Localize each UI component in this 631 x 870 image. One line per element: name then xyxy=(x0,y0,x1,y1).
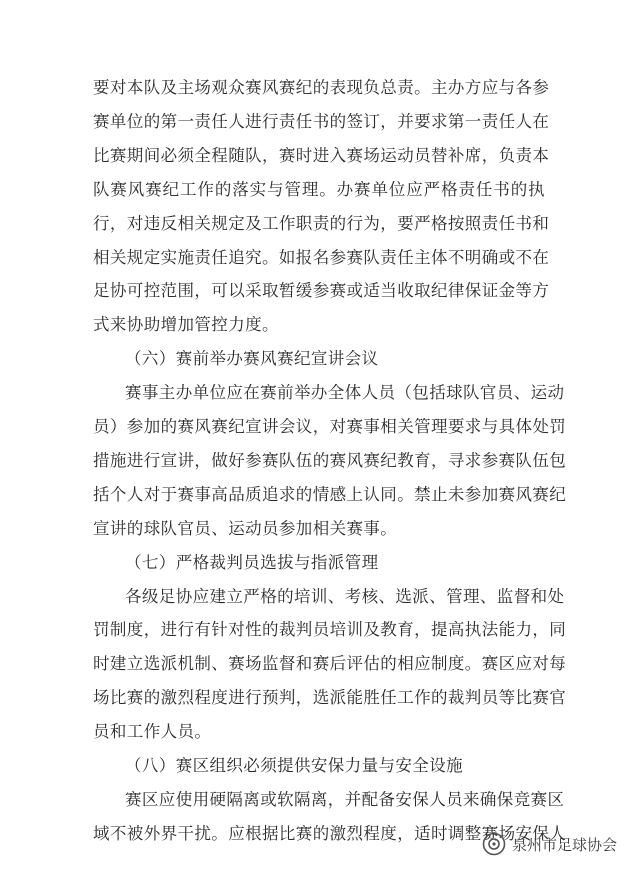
watermark xyxy=(482,832,617,856)
section-heading: （六）赛前举办赛风赛纪宣讲会议 xyxy=(125,349,379,369)
line: 宣讲的球队官员、运动员参加相关赛事。 xyxy=(93,518,398,538)
line: 场比赛的激烈程度进行预判，选派能胜任工作的裁判员等比赛官 xyxy=(93,688,567,708)
line: 行，对违反相关规定及工作职责的行为，要严格按照责任书和 xyxy=(93,213,550,233)
section-heading: （七）严格裁判员选拔与指派管理 xyxy=(125,552,379,572)
line: 队赛风赛纪工作的落实与管理。办赛单位应严格责任书的执 xyxy=(93,179,545,199)
line: 域不被外界干扰。应根据比赛的激烈程度，适时调整赛场安保人 xyxy=(93,823,567,843)
line: 式来协助增加管控力度。 xyxy=(93,315,279,335)
line: 赛区应使用硬隔离或软隔离，并配备安保人员来确保竞赛区 xyxy=(125,789,565,809)
line: 要对本队及主场观众赛风赛纪的表现负总责。主办方应与各参 xyxy=(93,78,550,97)
line: 括个人对于赛事高品质追求的情感上认同。禁止未参加赛风赛纪 xyxy=(93,484,567,504)
line: 比赛期间必须全程随队，赛时进入赛场运动员替补席，负责本 xyxy=(93,145,550,165)
line: 赛单位的第一责任人进行责任书的签订，并要求第一责任人在 xyxy=(93,111,550,131)
line: 员）参加的赛风赛纪宣讲会议，对赛事相关管理要求与具体处罚 xyxy=(93,417,567,436)
line: 相关规定实施责任追究。如报名参赛队责任主体不明确或不在 xyxy=(93,247,550,267)
line: 罚制度，进行有针对性的裁判员培训及教育，提高执法能力，同 xyxy=(93,620,567,640)
line: 赛事主办单位应在赛前举办全体人员（包括球队官员、运动 xyxy=(125,383,565,403)
wechat-account-icon xyxy=(482,832,506,856)
line: 员和工作人员。 xyxy=(93,722,212,742)
section-heading: （八）赛区组织必须提供安保力量与安全设施 xyxy=(125,756,463,775)
line: 时建立选派机制、赛场监督和赛后评估的相应制度。赛区应对每 xyxy=(93,654,567,674)
line: 措施进行宣讲，做好参赛队伍的赛风赛纪教育，寻求参赛队伍包 xyxy=(93,450,567,470)
line: 足协可控范围，可以采取暂缓参赛或适当收取纪律保证金等方 xyxy=(93,281,550,301)
watermark-text: 泉州市足球协会 xyxy=(511,835,617,854)
line: 各级足协应建立严格的培训、考核、选派、管理、监督和处 xyxy=(125,586,565,606)
